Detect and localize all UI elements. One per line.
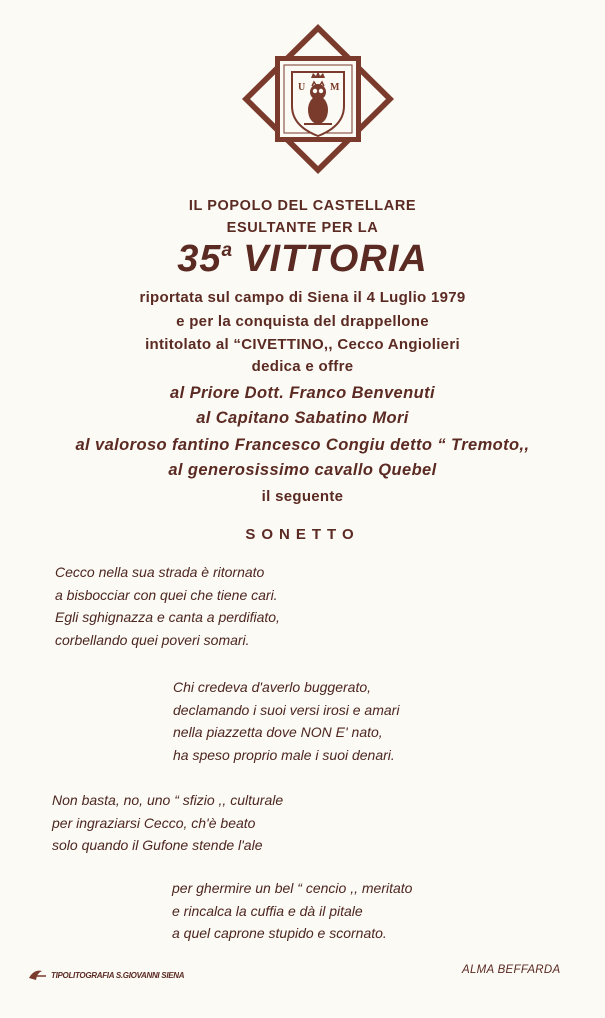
dedication-prior: al Priore Dott. Franco Benvenuti <box>170 384 435 402</box>
verse-line: nella piazzetta dove NON E' nato, <box>173 724 383 740</box>
printer-credit <box>28 968 184 982</box>
dedication-captain: al Capitano Sabatino Mori <box>196 409 409 427</box>
victory-number: 35 <box>177 238 222 280</box>
verse-line: a quel caprone stupido e scornato. <box>172 925 387 941</box>
victory-word: VITTORIA <box>243 238 428 280</box>
verse-line: Cecco nella sua strada è ritornato <box>55 564 265 580</box>
verse-line: ha speso proprio male i suoi denari. <box>173 746 395 763</box>
stanza-1 <box>55 561 280 651</box>
contrada-emblem <box>240 22 396 176</box>
body-line-2: e per la conquista del drappellone <box>176 313 429 330</box>
verse-line: Non basta, no, uno “ sfizio ,, culturale <box>52 792 284 808</box>
header-line-2: ESULTANTE PER LA <box>226 220 379 236</box>
verse-line: solo quando il Gufone stende l'ale <box>52 837 263 853</box>
stanza-4 <box>172 877 412 945</box>
dedication-jockey: al valoroso fantino Francesco Congiu detto “ Tremoto,, <box>75 436 530 454</box>
printer-name: TIPOLITOGRAFIA S.GIOVANNI SIENA <box>51 970 185 980</box>
body-line-1: riportata sul campo di Siena il 4 Luglio 1979 <box>139 289 466 306</box>
verse-line: Egli sghignazza e canta a perdifiato, <box>55 609 280 625</box>
verse-line: corbellando quei poveri somari. <box>55 631 250 648</box>
victory-ordinal: a <box>221 240 234 261</box>
verse-line: declamando i suoi versi irosi e amari <box>173 701 400 718</box>
verse-line: per ingraziarsi Cecco, ch'è beato <box>52 814 256 831</box>
verse-line: a bisbocciar con quei che tiene cari. <box>55 586 278 603</box>
closing-line: il seguente <box>261 488 344 505</box>
body-line-4: dedica e offre <box>251 358 354 375</box>
body-line-3: intitolato al “CIVETTINO,, Cecco Angiolieri <box>145 336 460 353</box>
header-line-1: IL POPOLO DEL CASTELLARE <box>188 198 417 214</box>
emblem-initial-left: U <box>298 82 306 93</box>
stanza-3 <box>52 789 283 857</box>
victory-title <box>0 238 605 281</box>
printer-logo-icon <box>28 968 48 982</box>
stanza-2 <box>173 676 399 766</box>
verse-line: per ghermire un bel “ cencio ,, meritato <box>172 880 413 896</box>
emblem-initial-right: M <box>330 82 340 93</box>
verse-line: Chi credeva d'averlo buggerato, <box>173 679 372 695</box>
dedication-horse: al generosissimo cavallo Quebel <box>168 461 437 479</box>
signature: ALMA BEFFARDA <box>462 964 561 976</box>
sonnet-title: SONETTO <box>245 526 360 543</box>
verse-line: e rincalca la cuffia e dà il pitale <box>172 902 363 919</box>
